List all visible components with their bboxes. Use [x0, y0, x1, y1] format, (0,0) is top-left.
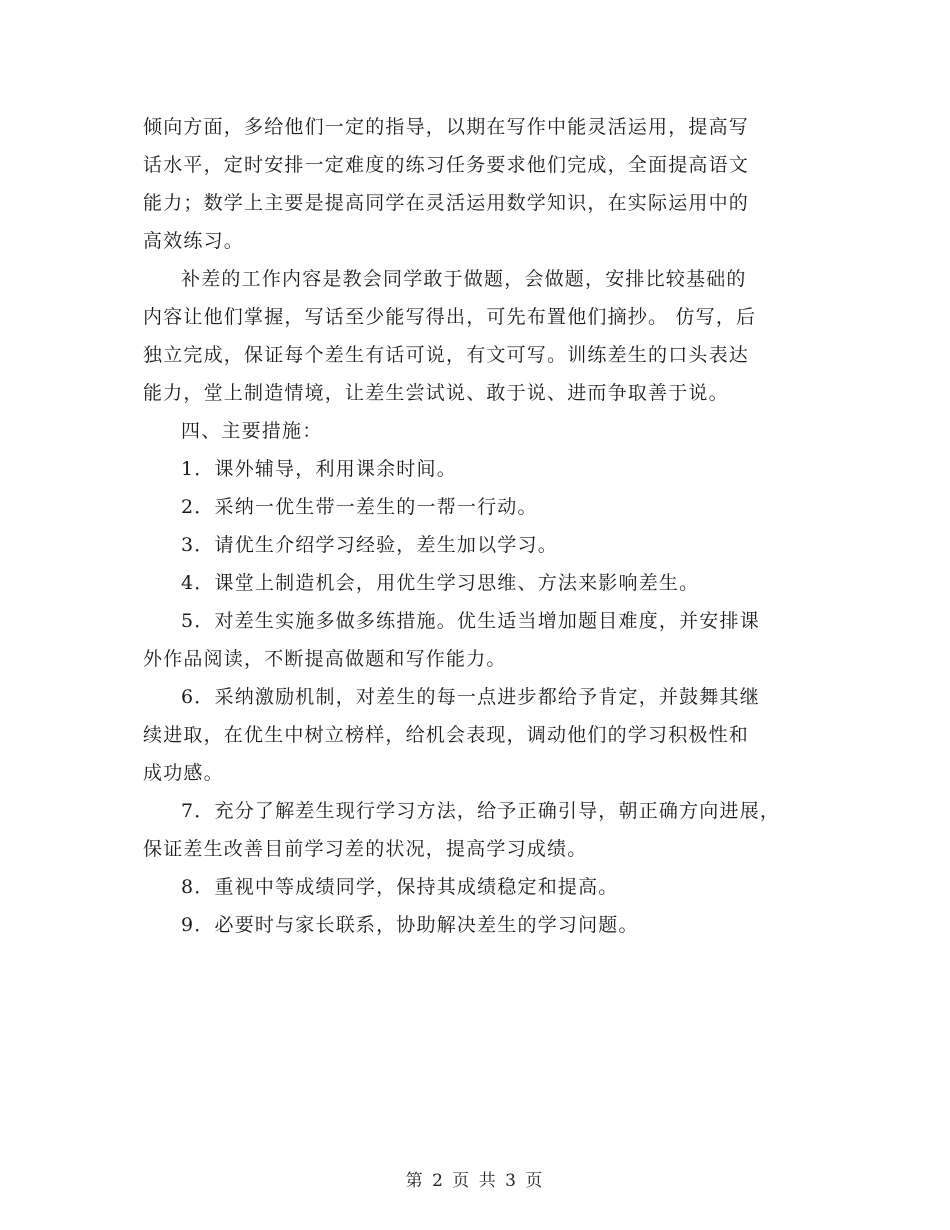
list-item-9	[143, 906, 807, 944]
text-line: 3．请优生介绍学习经验，差生加以学习。	[181, 534, 558, 556]
text-line: 续进取，在优生中树立榜样，给机会表现，调动他们的学习积极性和	[143, 724, 750, 746]
text-line: 补差的工作内容是教会同学敢于做题，会做题，安排比较基础的	[181, 268, 747, 290]
text-line: 能力；数学上主要是提高同学在灵活运用数学知识，在实际运用中的	[143, 192, 750, 214]
text-line: 倾向方面，多给他们一定的指导，以期在写作中能灵活运用，提高写	[143, 116, 750, 138]
text-line: 高效练习。	[143, 230, 245, 252]
list-item-2	[143, 488, 807, 526]
text-line: 独立完成，保证每个差生有话可说，有文可写。训练差生的口头表达	[143, 344, 750, 366]
text-line: 保证差生改善目前学习差的状况，提高学习成绩。	[143, 838, 588, 860]
section-heading-measures	[143, 412, 807, 450]
text-line: 1．课外辅导，利用课余时间。	[181, 458, 457, 480]
text-line: 7．充分了解差生现行学习方法，给予正确引导，朝正确方向进展，	[181, 800, 781, 822]
list-item-5	[143, 602, 807, 678]
text-line: 4．课堂上制造机会，用优生学习思维、方法来影响差生。	[181, 572, 700, 594]
list-item-7	[143, 792, 807, 868]
page-number-footer: 第 2 页 共 3 页	[405, 1171, 545, 1191]
list-item-8	[143, 868, 807, 906]
text-line: 能力，堂上制造情境，让差生尝试说、敢于说、进而争取善于说。	[143, 382, 729, 404]
list-item-6	[143, 678, 807, 792]
text-line: 四、主要措施：	[181, 420, 323, 442]
document-body	[143, 108, 807, 944]
text-line: 6．采纳激励机制，对差生的每一点进步都给予肯定，并鼓舞其继	[181, 686, 760, 708]
text-line: 2．采纳一优生带一差生的一帮一行动。	[181, 496, 538, 518]
list-item-1	[143, 450, 807, 488]
text-line: 5．对差生实施多做多练措施。优生适当增加题目难度，并安排课	[181, 610, 760, 632]
text-line: 内容让他们掌握，写话至少能写得出，可先布置他们摘抄。 仿写，后	[143, 306, 757, 328]
list-item-4	[143, 564, 807, 602]
paragraph-continuation	[143, 108, 807, 260]
paragraph-remedial-content	[143, 260, 807, 412]
text-line: 外作品阅读，不断提高做题和写作能力。	[143, 648, 507, 670]
text-line: 8．重视中等成绩同学，保持其成绩稳定和提高。	[181, 876, 619, 898]
text-line: 话水平，定时安排一定难度的练习任务要求他们完成，全面提高语文	[143, 154, 750, 176]
text-line: 成功感。	[143, 762, 224, 784]
text-line: 9．必要时与家长联系，协助解决差生的学习问题。	[181, 914, 639, 936]
list-item-3	[143, 526, 807, 564]
